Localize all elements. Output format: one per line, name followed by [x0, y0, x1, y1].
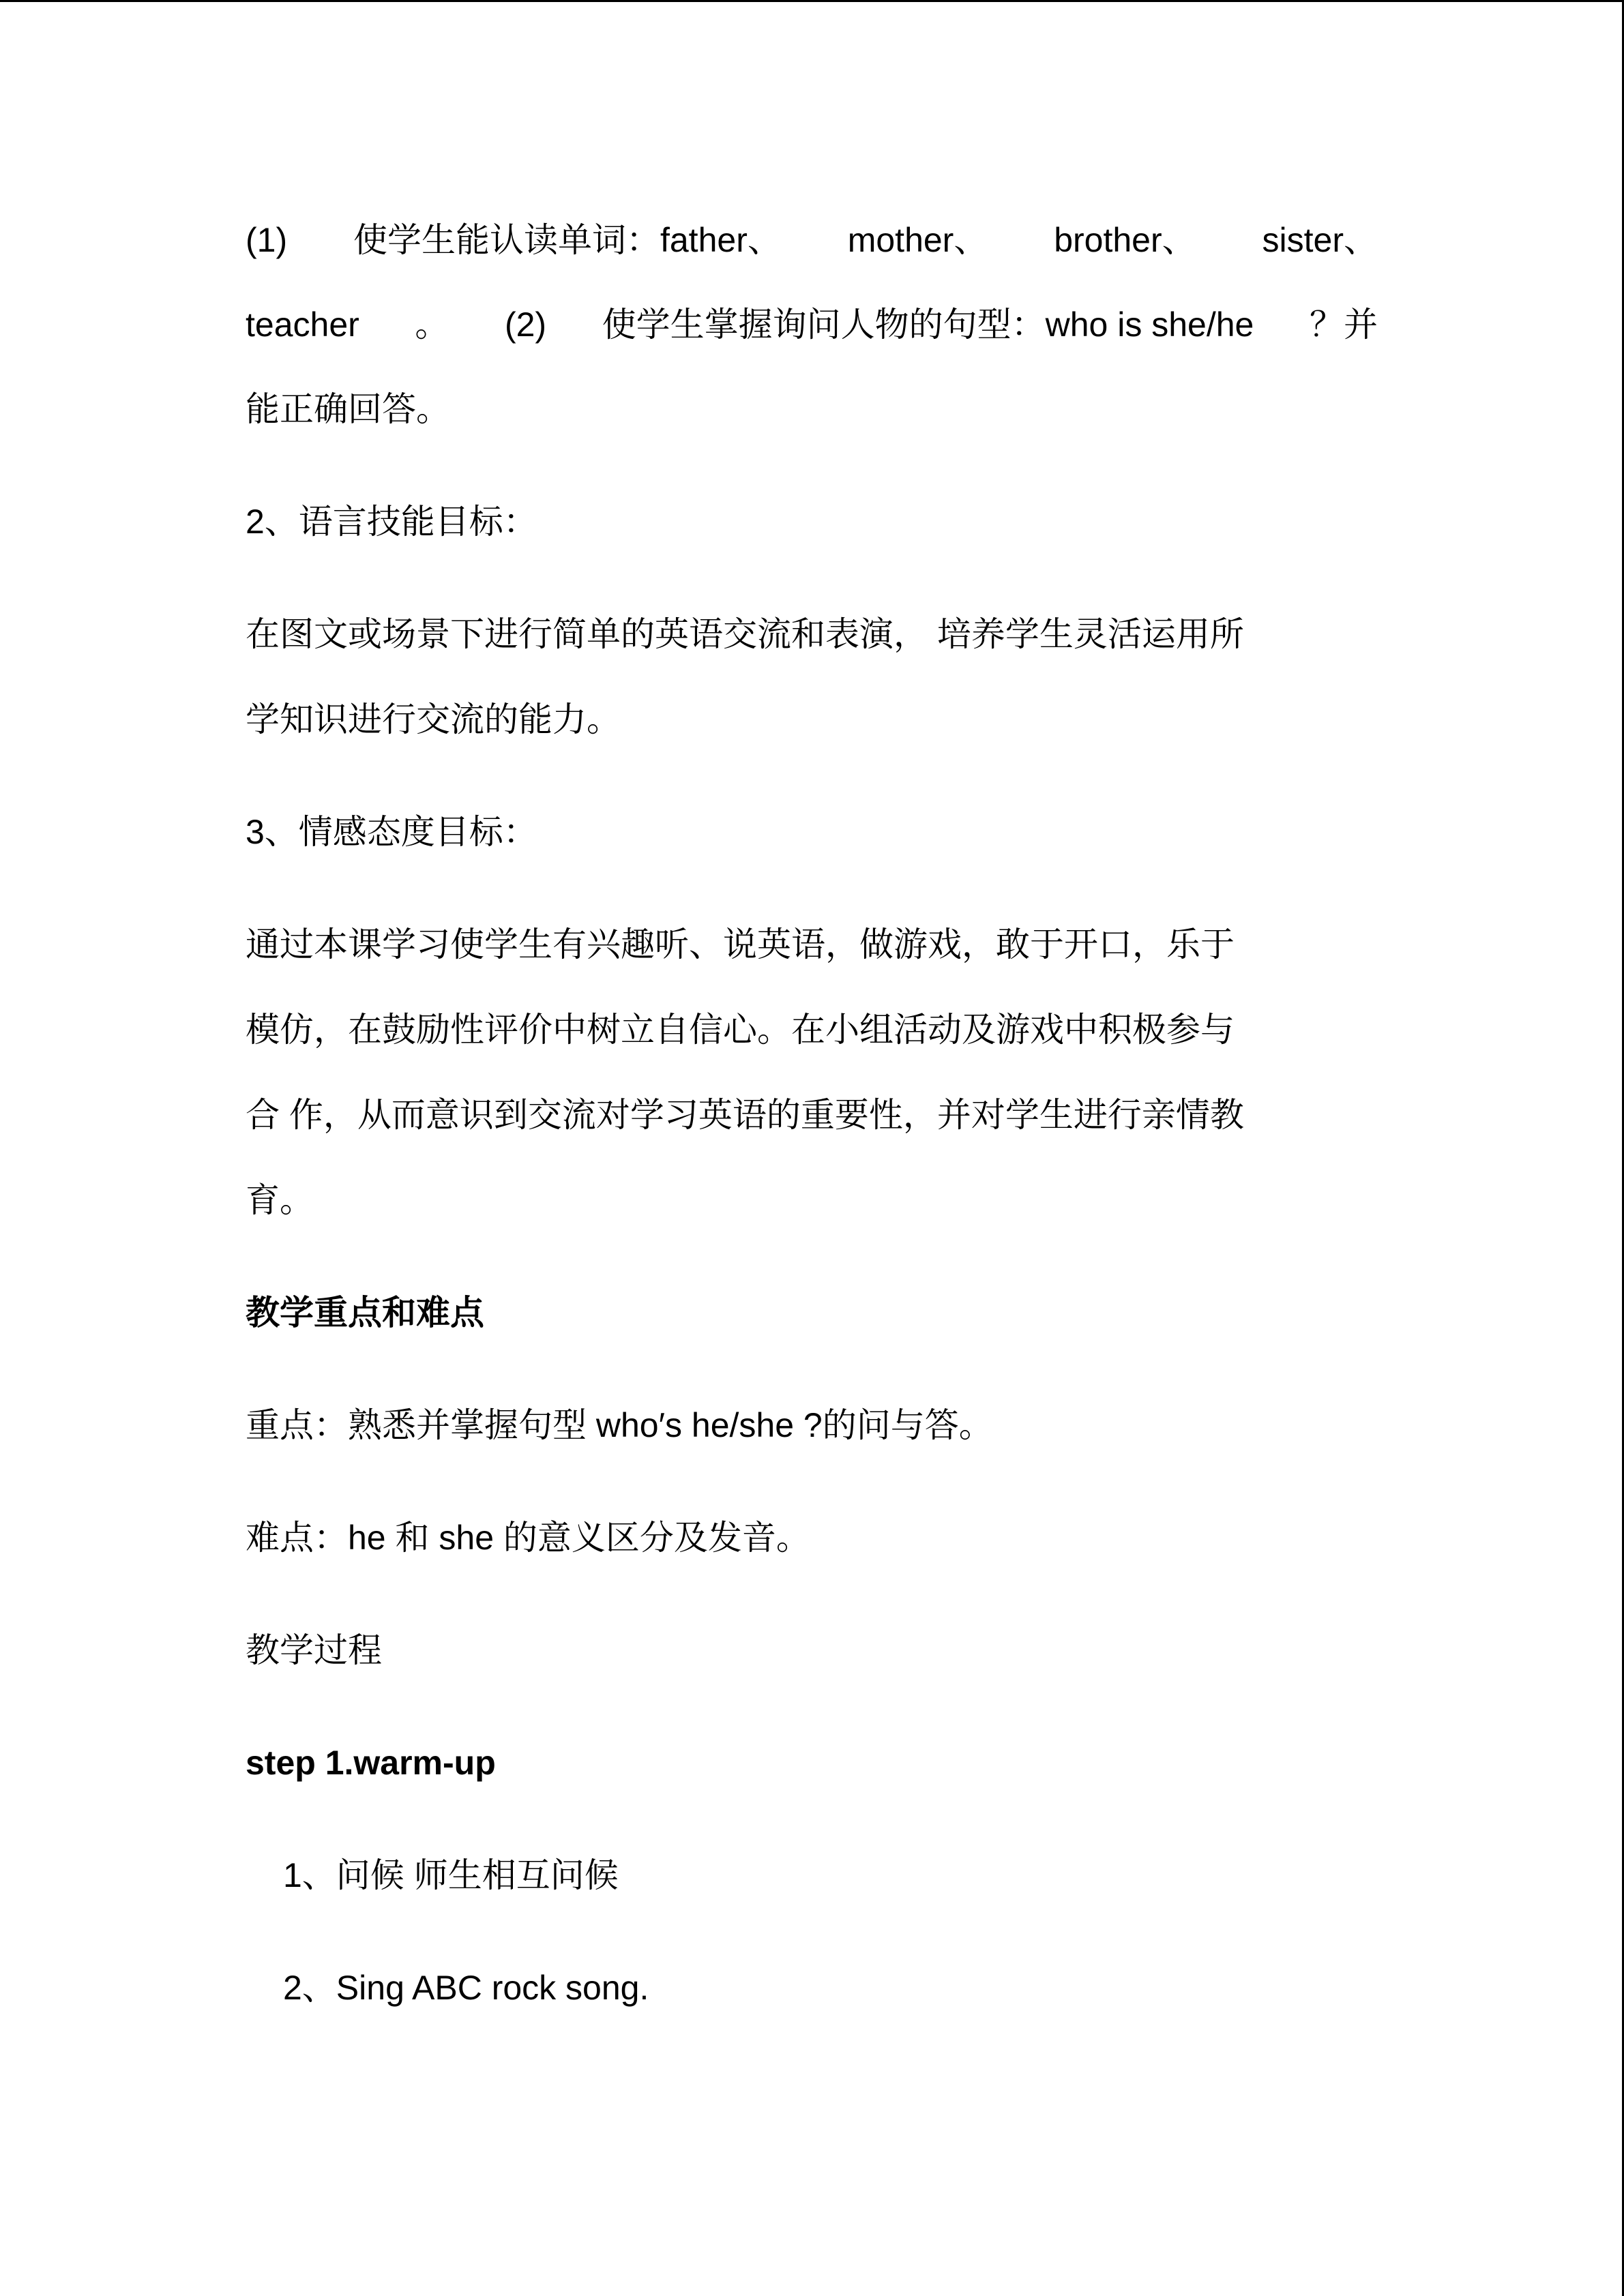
objective-text: 使学生能认读单词：father、	[353, 221, 782, 259]
attitude-paragraph-line-2: 模仿，在鼓励性评价中树立自信心。在小组活动及游戏中积极参与	[246, 1011, 1235, 1049]
step-item: 1、问候 师生相互问候	[283, 1856, 619, 1894]
attitude-paragraph-line-3: 合 作，从而意识到交流对学习英语的重要性，并对学生进行亲情教	[246, 1096, 1244, 1134]
objective-line-end: ？并	[1309, 305, 1378, 344]
attitude-heading: 3、情感态度目标：	[246, 813, 537, 851]
word-mother: mother、	[847, 221, 988, 259]
key-points-heading: 教学重点和难点	[246, 1294, 484, 1332]
process-heading: 教学过程	[246, 1631, 382, 1669]
objective-sentence-text: 使学生掌握询问人物的句型：who is she/he	[602, 305, 1254, 344]
objective-line-2	[246, 304, 1378, 345]
word-sister: sister、	[1262, 221, 1378, 259]
objective-line-1	[246, 220, 1378, 260]
difficulty-point: 难点：he 和 she 的意义区分及发音。	[246, 1519, 810, 1557]
objective-line-3: 能正确回答。	[246, 390, 450, 428]
focus-point: 重点：熟悉并掌握句型 who′s he/she ?的问与答。	[246, 1406, 993, 1444]
word-teacher: teacher	[246, 305, 359, 344]
objective-number-1: (1)	[246, 221, 288, 259]
word-brother: brother、	[1054, 221, 1196, 259]
attitude-paragraph-line-1: 通过本课学习使学生有兴趣听、说英语，做游戏，敢于开口，乐于	[246, 925, 1235, 964]
skills-paragraph-line-2: 学知识进行交流的能力。	[246, 700, 621, 739]
step-item: 2、Sing ABC rock song.	[283, 1969, 649, 2007]
objective-number-2: (2)	[504, 305, 547, 344]
skills-heading: 2、语言技能目标：	[246, 503, 537, 541]
step-1-title: step 1.warm-up	[246, 1744, 496, 1782]
skills-paragraph-line-1: 在图文或场景下进行简单的英语交流和表演， 培养学生灵活运用所	[246, 615, 1244, 653]
period-mark: 。	[415, 305, 449, 344]
top-border	[0, 0, 1624, 2]
attitude-paragraph-line-4: 育。	[246, 1181, 314, 1219]
